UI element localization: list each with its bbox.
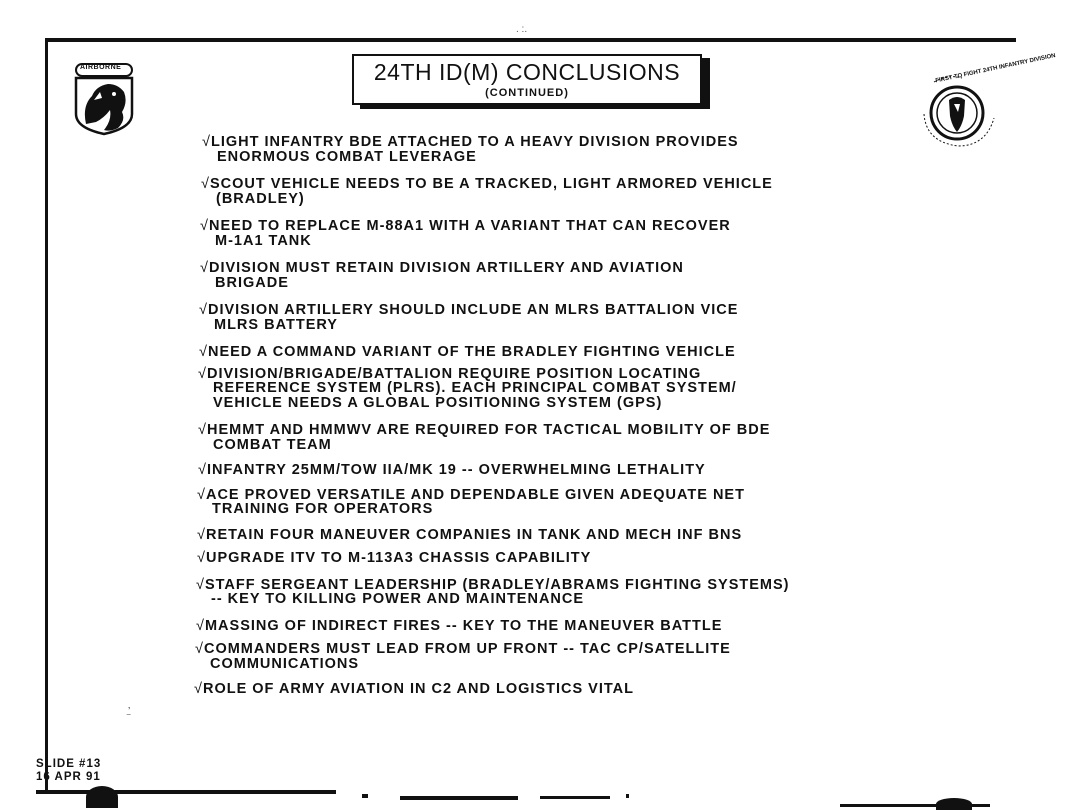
list-item (202, 135, 878, 164)
list-item-text: INFANTRY 25MM/TOW IIA/MK 19 -- OVERWHELMING LETHALITY (206, 462, 706, 478)
list-item-text: ACE PROVED VERSATILE AND DEPENDABLE GIVEN ADEQUATE NET (205, 486, 745, 503)
list-item-text: VEHICLE NEEDS A GLOBAL POSITIONING SYSTEM (GPS) (213, 394, 663, 411)
list-item-text: LIGHT INFANTRY BDE ATTACHED TO A HEAVY DIVISION PROVIDES (210, 134, 739, 150)
list-item (196, 619, 878, 634)
list-item (196, 578, 878, 607)
scan-mark (626, 794, 629, 798)
list-item (198, 463, 878, 478)
slide-number: SLIDE #13 (36, 758, 102, 770)
slide-date: 16 APR 91 (36, 771, 101, 783)
frame-left-rule (45, 38, 48, 790)
list-item-text: ENORMOUS COMBAT LEVERAGE (217, 148, 477, 165)
list-item-text: NEED A COMMAND VARIANT OF THE BRADLEY FIGHTING VEHICLE (207, 344, 736, 360)
check-mark-icon: √ (200, 218, 209, 234)
frame-top-rule (46, 38, 1016, 42)
frame-bottom-rule (36, 790, 336, 794)
scan-speckle: ‚ (128, 700, 131, 711)
binder-hole-left (86, 786, 118, 808)
check-mark-icon: √ (194, 681, 203, 697)
list-item-text: COMMUNICATIONS (210, 655, 360, 672)
check-mark-icon: √ (198, 422, 207, 438)
list-item (200, 261, 878, 290)
list-item (197, 528, 878, 543)
binder-hole-right (936, 798, 972, 810)
check-mark-icon: √ (197, 526, 206, 543)
check-mark-icon: √ (199, 302, 208, 318)
check-mark-icon: √ (196, 576, 205, 593)
list-item (197, 488, 878, 517)
list-item (201, 177, 878, 206)
check-mark-icon: √ (195, 641, 204, 657)
conclusions-list (194, 134, 878, 697)
check-mark-icon: √ (198, 462, 207, 478)
list-item-text: BRIGADE (215, 274, 289, 291)
check-mark-icon: √ (200, 260, 209, 276)
frame-bottom-rule-2 (400, 796, 518, 800)
check-mark-icon: √ (201, 176, 210, 192)
24th-infantry-division-patch-icon (918, 72, 1000, 154)
title-box (352, 54, 702, 105)
list-item-text: RETAIN FOUR MANEUVER COMPANIES IN TANK AND MECH INF BNS (205, 526, 743, 543)
frame-bottom-rule-3 (540, 796, 610, 799)
list-item-text: MLRS BATTERY (214, 316, 338, 333)
list-item-text: TRAINING FOR OPERATORS (212, 501, 434, 517)
list-item-text: SCOUT VEHICLE NEEDS TO BE A TRACKED, LIGHT ARMORED VEHICLE (209, 176, 773, 192)
airborne-tab-label: AIRBORNE (80, 64, 122, 71)
list-item (197, 551, 878, 566)
list-item-text: UPGRADE ITV TO M-113A3 CHASSIS CAPABILITY (205, 550, 592, 566)
airborne-dragon-insignia-icon (74, 62, 134, 136)
list-item-text: DIVISION/BRIGADE/BATTALION REQUIRE POSITION LOCATING (206, 365, 702, 382)
list-item (199, 345, 878, 360)
patch-motto: FIRST TO FIGHT 24TH INFANTRY DIVISION (935, 53, 1057, 85)
check-mark-icon: √ (198, 365, 207, 382)
list-item-text: MASSING OF INDIRECT FIRES -- KEY TO THE MANEUVER BATTLE (204, 617, 723, 634)
list-item-text: COMBAT TEAM (213, 436, 332, 453)
list-item-text: ROLE OF ARMY AVIATION IN C2 AND LOGISTICS VITAL (202, 681, 634, 697)
list-item-text: M-1A1 TANK (215, 232, 312, 249)
list-item-text: (BRADLEY) (216, 190, 305, 207)
list-item-text: DIVISION ARTILLERY SHOULD INCLUDE AN MLRS BATTALION VICE (207, 302, 739, 318)
list-item (200, 219, 878, 248)
scan-speckle: . :. (516, 24, 528, 35)
slide-subtitle: (CONTINUED) (485, 87, 569, 99)
check-mark-icon: √ (202, 134, 211, 150)
list-item-text: -- KEY TO KILLING POWER AND MAINTENANCE (211, 591, 585, 607)
check-mark-icon: √ (197, 550, 206, 566)
list-item-text: NEED TO REPLACE M-88A1 WITH A VARIANT THAT CAN RECOVER (208, 218, 731, 234)
list-item (195, 642, 878, 671)
slide-title: 24TH ID(M) CONCLUSIONS (373, 59, 681, 85)
check-mark-icon: √ (199, 344, 208, 360)
list-item-text: REFERENCE SYSTEM (PLRS). EACH PRINCIPAL COMBAT SYSTEM/ (213, 380, 737, 396)
list-item-text: DIVISION MUST RETAIN DIVISION ARTILLERY AND AVIATION (208, 260, 684, 276)
list-item (198, 423, 878, 452)
list-item (194, 682, 878, 697)
list-item-text: STAFF SERGEANT LEADERSHIP (BRADLEY/ABRAMS FIGHTING SYSTEMS) (204, 576, 790, 593)
check-mark-icon: √ (196, 617, 205, 634)
scan-speckle: ⁻ (126, 712, 132, 723)
scan-mark (362, 794, 368, 798)
list-item-text: COMMANDERS MUST LEAD FROM UP FRONT -- TAC CP/SATELLITE (203, 641, 731, 657)
list-item (199, 303, 878, 332)
list-item (198, 367, 878, 411)
list-item-text: HEMMT AND HMMWV ARE REQUIRED FOR TACTICAL MOBILITY OF BDE (206, 422, 771, 438)
check-mark-icon: √ (197, 486, 206, 503)
